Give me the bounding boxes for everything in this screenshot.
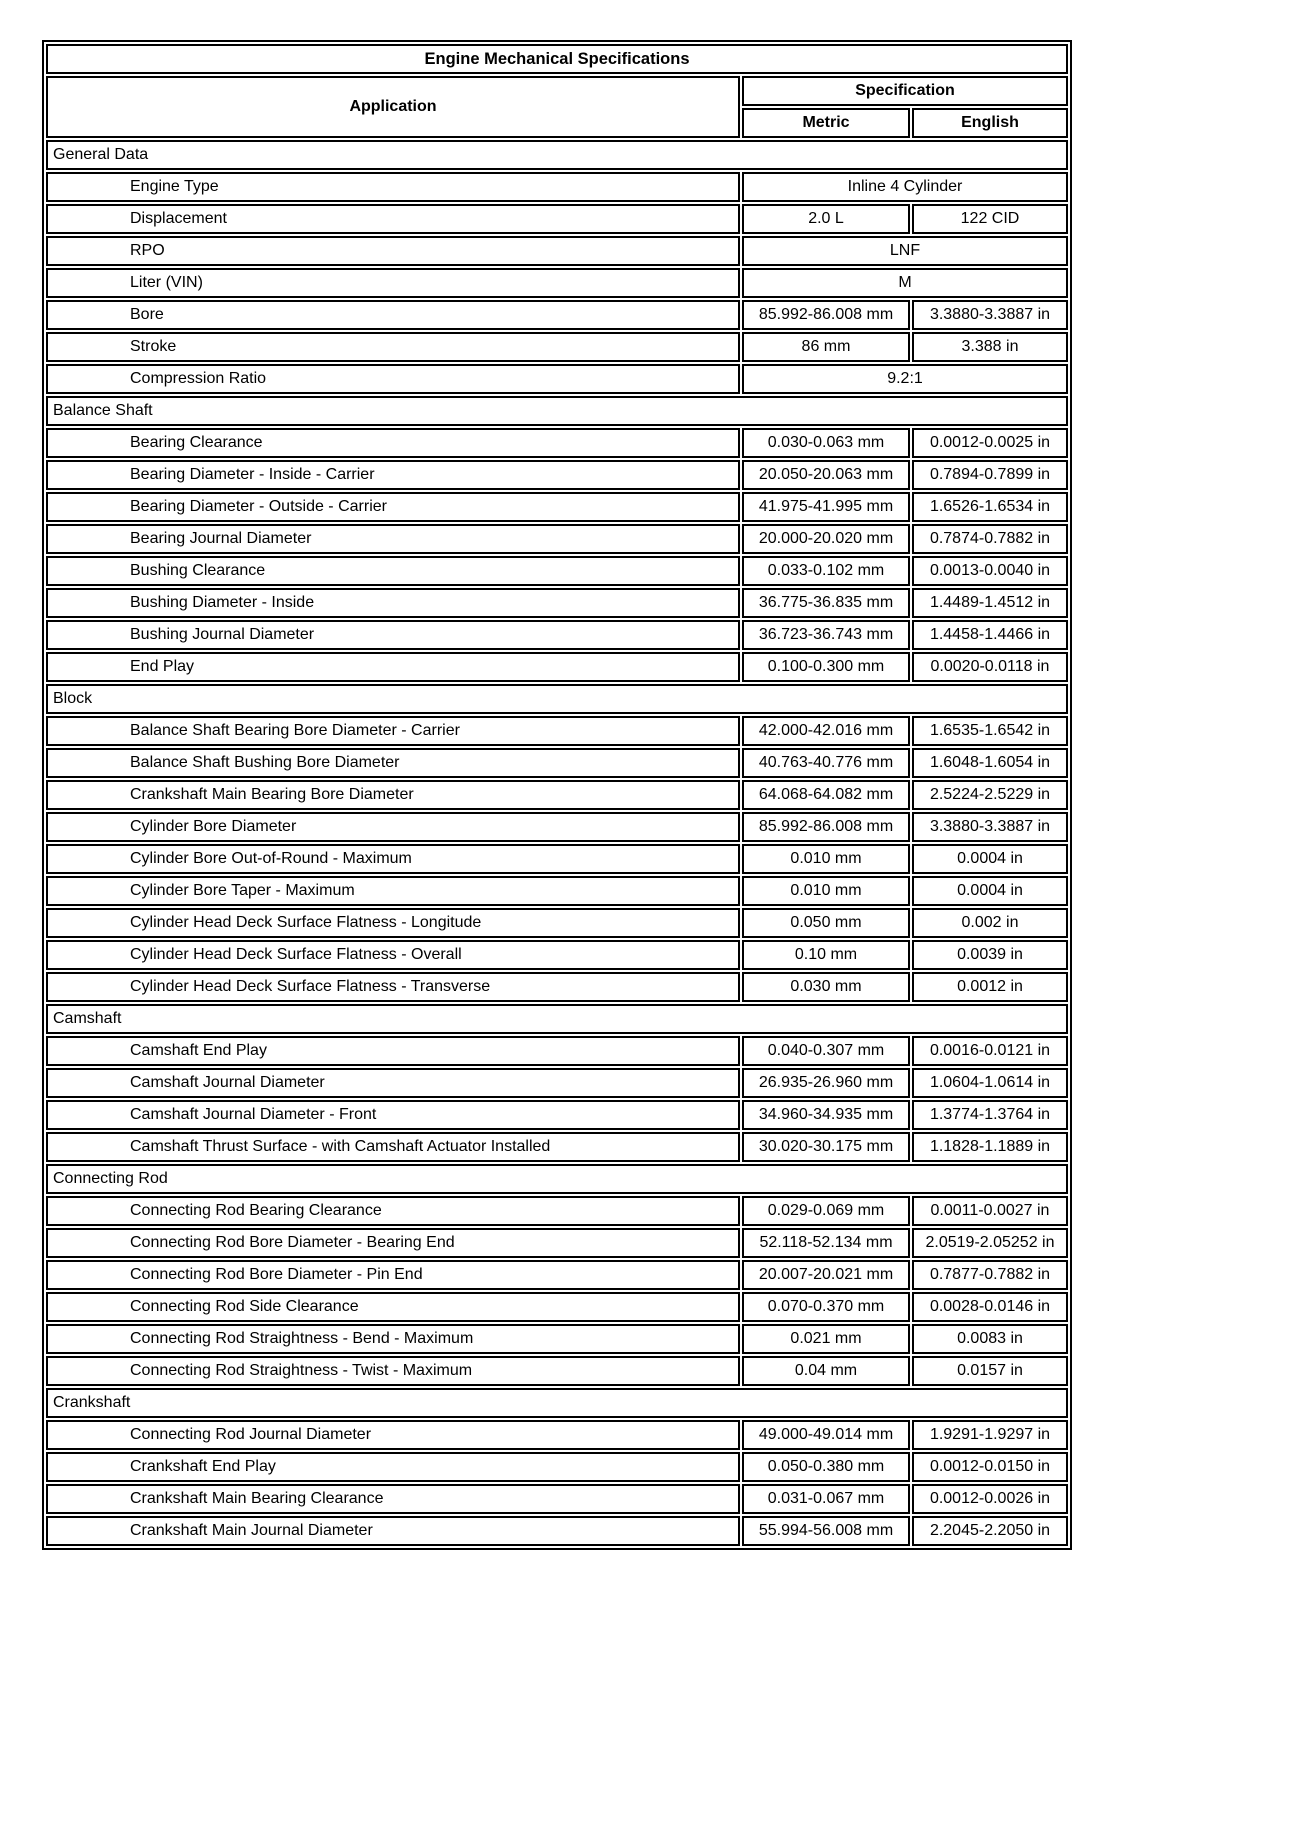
spec-row (46, 1484, 1068, 1514)
metric-value-cell: 42.000-42.016 mm (742, 716, 910, 746)
application-cell: Liter (VIN) (46, 268, 740, 298)
metric-value-cell: 20.000-20.020 mm (742, 524, 910, 554)
english-value-cell: 1.9291-1.9297 in (912, 1420, 1068, 1450)
spec-row (46, 300, 1068, 330)
application-cell: Connecting Rod Straightness - Bend - Maximum (46, 1324, 740, 1354)
spec-row (46, 460, 1068, 490)
application-cell: Cylinder Bore Out-of-Round - Maximum (46, 844, 740, 874)
spec-row (46, 524, 1068, 554)
spec-value-cell: M (742, 268, 1068, 298)
english-value-cell: 2.0519-2.05252 in (912, 1228, 1068, 1258)
spec-row (46, 1292, 1068, 1322)
english-value-cell: 0.7894-0.7899 in (912, 460, 1068, 490)
metric-value-cell: 34.960-34.935 mm (742, 1100, 910, 1130)
application-cell: Crankshaft Main Journal Diameter (46, 1516, 740, 1546)
spec-row (46, 812, 1068, 842)
spec-row (46, 1324, 1068, 1354)
spec-row (46, 204, 1068, 234)
spec-row (46, 332, 1068, 362)
english-value-cell: 1.4458-1.4466 in (912, 620, 1068, 650)
section-header: General Data (46, 140, 1068, 170)
spec-row (46, 716, 1068, 746)
application-cell: Bushing Diameter - Inside (46, 588, 740, 618)
metric-value-cell: 20.050-20.063 mm (742, 460, 910, 490)
application-cell: Crankshaft End Play (46, 1452, 740, 1482)
english-value-cell: 0.0083 in (912, 1324, 1068, 1354)
english-value-cell: 1.6535-1.6542 in (912, 716, 1068, 746)
table-title: Engine Mechanical Specifications (46, 44, 1068, 74)
spec-row (46, 172, 1068, 202)
english-value-cell: 1.3774-1.3764 in (912, 1100, 1068, 1130)
metric-value-cell: 0.010 mm (742, 844, 910, 874)
application-cell: Cylinder Bore Taper - Maximum (46, 876, 740, 906)
application-cell: Connecting Rod Bore Diameter - Pin End (46, 1260, 740, 1290)
column-header-row-top (46, 76, 1068, 106)
metric-value-cell: 0.050 mm (742, 908, 910, 938)
spec-row (46, 1036, 1068, 1066)
spec-row (46, 844, 1068, 874)
metric-value-cell: 0.031-0.067 mm (742, 1484, 910, 1514)
section-header-row (46, 1388, 1068, 1418)
spec-row (46, 364, 1068, 394)
spec-row (46, 1196, 1068, 1226)
application-cell: Bearing Clearance (46, 428, 740, 458)
spec-row (46, 620, 1068, 650)
english-value-cell: 0.0012-0.0150 in (912, 1452, 1068, 1482)
column-header-application: Application (46, 76, 740, 138)
spec-row (46, 972, 1068, 1002)
application-cell: Camshaft Thrust Surface - with Camshaft Actuator Installed (46, 1132, 740, 1162)
section-header-row (46, 684, 1068, 714)
application-cell: Connecting Rod Bearing Clearance (46, 1196, 740, 1226)
application-cell: Crankshaft Main Bearing Bore Diameter (46, 780, 740, 810)
english-value-cell: 0.7874-0.7882 in (912, 524, 1068, 554)
metric-value-cell: 52.118-52.134 mm (742, 1228, 910, 1258)
spec-value-cell: Inline 4 Cylinder (742, 172, 1068, 202)
application-cell: Cylinder Head Deck Surface Flatness - Longitude (46, 908, 740, 938)
column-header-specification: Specification (742, 76, 1068, 106)
english-value-cell: 0.7877-0.7882 in (912, 1260, 1068, 1290)
english-value-cell: 0.0011-0.0027 in (912, 1196, 1068, 1226)
spec-row (46, 1420, 1068, 1450)
metric-value-cell: 64.068-64.082 mm (742, 780, 910, 810)
application-cell: Bushing Journal Diameter (46, 620, 740, 650)
application-cell: Engine Type (46, 172, 740, 202)
english-value-cell: 2.2045-2.2050 in (912, 1516, 1068, 1546)
metric-value-cell: 0.033-0.102 mm (742, 556, 910, 586)
metric-value-cell: 0.029-0.069 mm (742, 1196, 910, 1226)
application-cell: End Play (46, 652, 740, 682)
spec-row (46, 428, 1068, 458)
application-cell: RPO (46, 236, 740, 266)
application-cell: Connecting Rod Journal Diameter (46, 1420, 740, 1450)
application-cell: Crankshaft Main Bearing Clearance (46, 1484, 740, 1514)
metric-value-cell: 86 mm (742, 332, 910, 362)
metric-value-cell: 0.040-0.307 mm (742, 1036, 910, 1066)
english-value-cell: 3.3880-3.3887 in (912, 300, 1068, 330)
metric-value-cell: 55.994-56.008 mm (742, 1516, 910, 1546)
metric-value-cell: 0.010 mm (742, 876, 910, 906)
application-cell: Camshaft Journal Diameter - Front (46, 1100, 740, 1130)
english-value-cell: 1.1828-1.1889 in (912, 1132, 1068, 1162)
spec-row (46, 1516, 1068, 1546)
metric-value-cell: 85.992-86.008 mm (742, 300, 910, 330)
application-cell: Connecting Rod Side Clearance (46, 1292, 740, 1322)
application-cell: Camshaft Journal Diameter (46, 1068, 740, 1098)
english-value-cell: 1.6048-1.6054 in (912, 748, 1068, 778)
metric-value-cell: 20.007-20.021 mm (742, 1260, 910, 1290)
application-cell: Bore (46, 300, 740, 330)
metric-value-cell: 41.975-41.995 mm (742, 492, 910, 522)
english-value-cell: 0.0004 in (912, 876, 1068, 906)
section-header: Connecting Rod (46, 1164, 1068, 1194)
spec-row (46, 1132, 1068, 1162)
english-value-cell: 0.0039 in (912, 940, 1068, 970)
application-cell: Bearing Diameter - Outside - Carrier (46, 492, 740, 522)
english-value-cell: 2.5224-2.5229 in (912, 780, 1068, 810)
application-cell: Cylinder Head Deck Surface Flatness - Overall (46, 940, 740, 970)
application-cell: Balance Shaft Bearing Bore Diameter - Carrier (46, 716, 740, 746)
metric-value-cell: 0.100-0.300 mm (742, 652, 910, 682)
application-cell: Connecting Rod Straightness - Twist - Maximum (46, 1356, 740, 1386)
application-cell: Bushing Clearance (46, 556, 740, 586)
english-value-cell: 0.0020-0.0118 in (912, 652, 1068, 682)
english-value-cell: 3.388 in (912, 332, 1068, 362)
metric-value-cell: 40.763-40.776 mm (742, 748, 910, 778)
spec-row (46, 236, 1068, 266)
metric-value-cell: 49.000-49.014 mm (742, 1420, 910, 1450)
metric-value-cell: 0.070-0.370 mm (742, 1292, 910, 1322)
spec-row (46, 940, 1068, 970)
english-value-cell: 0.002 in (912, 908, 1068, 938)
section-header: Block (46, 684, 1068, 714)
section-header-row (46, 396, 1068, 426)
english-value-cell: 1.6526-1.6534 in (912, 492, 1068, 522)
metric-value-cell: 0.030-0.063 mm (742, 428, 910, 458)
section-header-row (46, 140, 1068, 170)
metric-value-cell: 0.04 mm (742, 1356, 910, 1386)
spec-row (46, 908, 1068, 938)
application-cell: Bearing Diameter - Inside - Carrier (46, 460, 740, 490)
metric-value-cell: 0.050-0.380 mm (742, 1452, 910, 1482)
application-cell: Displacement (46, 204, 740, 234)
section-header-row (46, 1004, 1068, 1034)
section-header-row (46, 1164, 1068, 1194)
metric-value-cell: 36.775-36.835 mm (742, 588, 910, 618)
table-title-row (46, 44, 1068, 74)
spec-row (46, 1068, 1068, 1098)
english-value-cell: 122 CID (912, 204, 1068, 234)
english-value-cell: 0.0004 in (912, 844, 1068, 874)
application-cell: Cylinder Head Deck Surface Flatness - Transverse (46, 972, 740, 1002)
application-cell: Camshaft End Play (46, 1036, 740, 1066)
spec-row (46, 1228, 1068, 1258)
spec-row (46, 588, 1068, 618)
section-header: Camshaft (46, 1004, 1068, 1034)
column-header-english: English (912, 108, 1068, 138)
spec-row (46, 1452, 1068, 1482)
engine-mechanical-specifications-table (42, 40, 1072, 1550)
english-value-cell: 1.0604-1.0614 in (912, 1068, 1068, 1098)
section-header: Crankshaft (46, 1388, 1068, 1418)
column-header-metric: Metric (742, 108, 910, 138)
application-cell: Balance Shaft Bushing Bore Diameter (46, 748, 740, 778)
english-value-cell: 0.0016-0.0121 in (912, 1036, 1068, 1066)
table-header (46, 44, 1068, 138)
application-cell: Bearing Journal Diameter (46, 524, 740, 554)
english-value-cell: 0.0012 in (912, 972, 1068, 1002)
application-cell: Compression Ratio (46, 364, 740, 394)
application-cell: Cylinder Bore Diameter (46, 812, 740, 842)
table-body (46, 140, 1068, 1546)
metric-value-cell: 36.723-36.743 mm (742, 620, 910, 650)
spec-row (46, 1100, 1068, 1130)
spec-row (46, 652, 1068, 682)
english-value-cell: 1.4489-1.4512 in (912, 588, 1068, 618)
english-value-cell: 0.0157 in (912, 1356, 1068, 1386)
metric-value-cell: 2.0 L (742, 204, 910, 234)
spec-row (46, 748, 1068, 778)
application-cell: Stroke (46, 332, 740, 362)
application-cell: Connecting Rod Bore Diameter - Bearing End (46, 1228, 740, 1258)
spec-row (46, 556, 1068, 586)
spec-row (46, 492, 1068, 522)
metric-value-cell: 0.021 mm (742, 1324, 910, 1354)
spec-row (46, 1356, 1068, 1386)
english-value-cell: 0.0012-0.0025 in (912, 428, 1068, 458)
metric-value-cell: 30.020-30.175 mm (742, 1132, 910, 1162)
spec-value-cell: LNF (742, 236, 1068, 266)
spec-row (46, 1260, 1068, 1290)
section-header: Balance Shaft (46, 396, 1068, 426)
spec-value-cell: 9.2:1 (742, 364, 1068, 394)
english-value-cell: 0.0013-0.0040 in (912, 556, 1068, 586)
spec-row (46, 876, 1068, 906)
metric-value-cell: 26.935-26.960 mm (742, 1068, 910, 1098)
metric-value-cell: 0.10 mm (742, 940, 910, 970)
english-value-cell: 0.0012-0.0026 in (912, 1484, 1068, 1514)
english-value-cell: 0.0028-0.0146 in (912, 1292, 1068, 1322)
english-value-cell: 3.3880-3.3887 in (912, 812, 1068, 842)
spec-row (46, 780, 1068, 810)
spec-row (46, 268, 1068, 298)
metric-value-cell: 85.992-86.008 mm (742, 812, 910, 842)
metric-value-cell: 0.030 mm (742, 972, 910, 1002)
